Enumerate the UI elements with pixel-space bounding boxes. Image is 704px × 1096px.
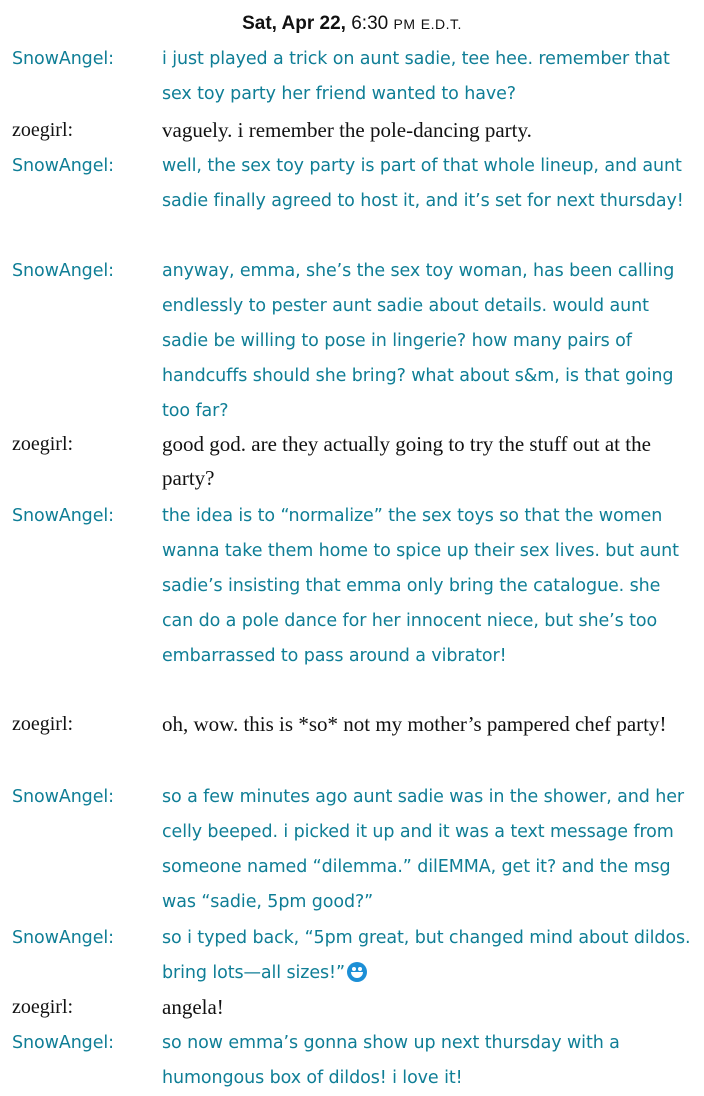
header-ampm: PM <box>393 16 416 32</box>
message-text: anyway, emma, she’s the sex toy woman, has been calling endlessly to pester aunt sadie about details. would aunt sadie be willing to pose in lingerie? how many pairs of handcuffs should she bring? what about s&m, is that going too far? <box>162 261 675 421</box>
speaker-name: zoegirl: <box>12 996 74 1018</box>
speaker-name: SnowAngel: <box>12 261 114 281</box>
speaker-name: zoegirl: <box>12 119 74 141</box>
message-text: oh, wow. this is *so* not my mother’s pampered chef party! <box>162 712 667 736</box>
message-text: good god. are they actually going to try the stuff out at the party? <box>162 432 651 490</box>
message-text: angela! <box>162 995 224 1019</box>
message-text-content: so i typed back, “5pm great, but changed mind about dildos. bring lots—all sizes!” <box>162 928 691 983</box>
message-text: so now emma’s gonna show up next thursday with a humongous box of dildos! i love it! <box>162 1033 620 1088</box>
speaker-name: zoegirl: <box>12 713 74 735</box>
speaker-name: zoegirl: <box>12 433 74 455</box>
message-text: vaguely. i remember the pole-dancing party. <box>162 118 532 142</box>
speaker-name: SnowAngel: <box>12 506 114 526</box>
header-date: Sat, Apr 22, <box>242 13 346 34</box>
header-time: 6:30 <box>351 13 389 34</box>
timestamp-header <box>0 10 704 38</box>
speaker-name: SnowAngel: <box>12 928 114 948</box>
message-text: i just played a trick on aunt sadie, tee hee. remember that sex toy party her friend wanted to have? <box>162 49 670 104</box>
message-text: the idea is to “normalize” the sex toys so that the women wanna take them home to spice up their sex lives. but aunt sadie’s insisting that emma only bring the catalogue. she can do a pole dance for her innocent niece, but she’s too embarrassed to pass around a vibrator! <box>162 506 679 666</box>
speaker-name: SnowAngel: <box>12 156 114 176</box>
message-text: well, the sex toy party is part of that whole lineup, and aunt sadie finally agreed to host it, and it’s set for next thursday! <box>162 156 684 211</box>
header-timezone: E.D.T. <box>420 16 462 32</box>
speaker-name: SnowAngel: <box>12 787 114 807</box>
message-text <box>162 921 692 991</box>
speaker-name: SnowAngel: <box>12 1033 114 1053</box>
smiley-icon <box>347 962 367 982</box>
speaker-name: SnowAngel: <box>12 49 114 69</box>
message-text: so a few minutes ago aunt sadie was in the shower, and her celly beeped. i picked it up and it was a text message from someone named “dilemma.” dilEMMA, get it? and the msg was “sadie, 5pm good?” <box>162 787 685 912</box>
